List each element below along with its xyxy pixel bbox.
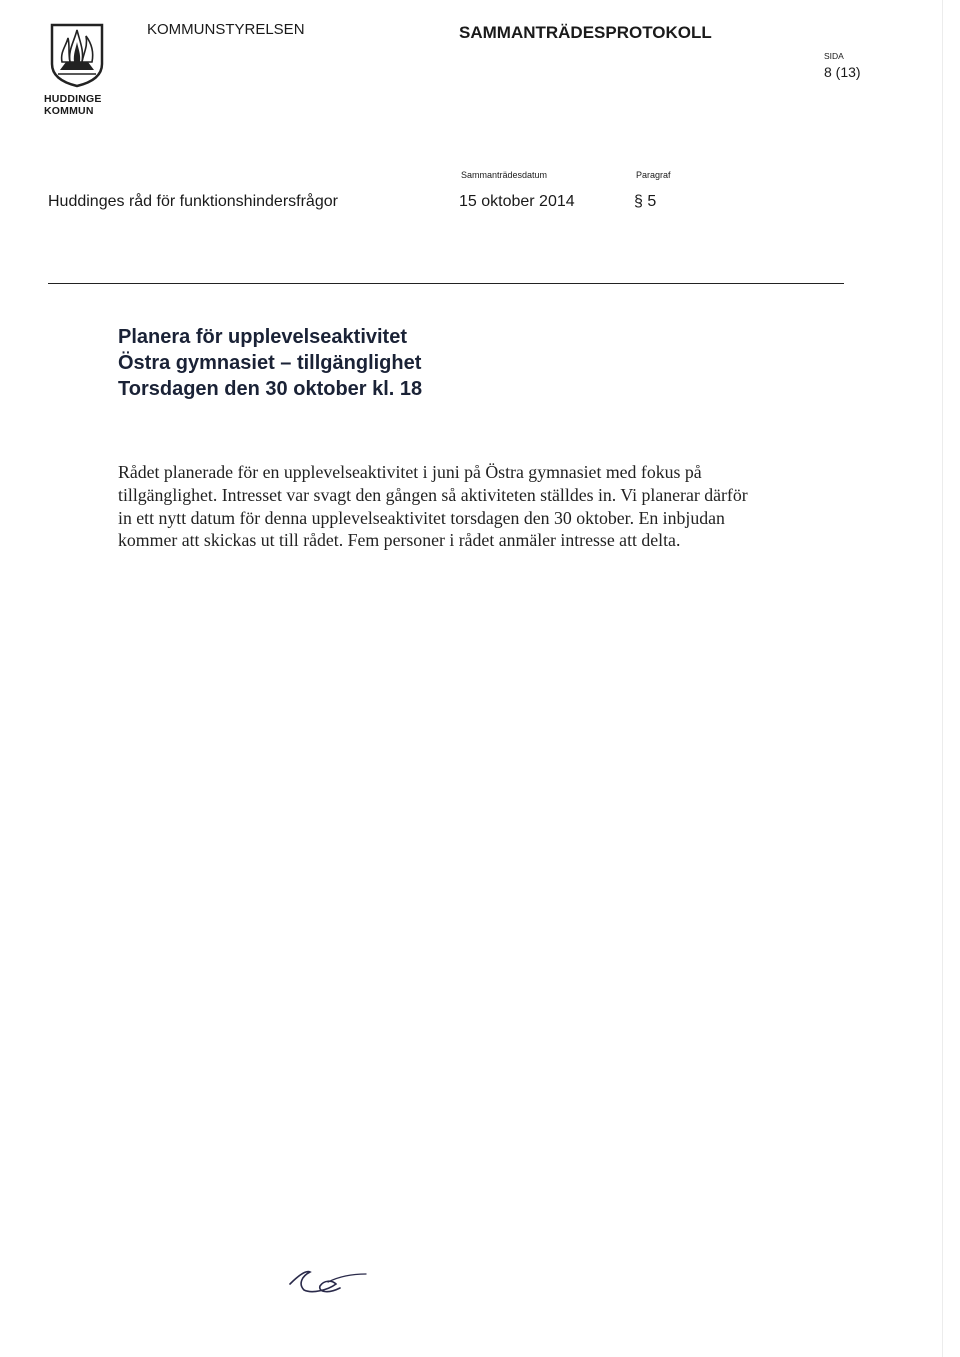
paragraph-label: Paragraf <box>636 170 671 180</box>
section-body <box>118 461 758 552</box>
section-title-line1: Planera för upplevelseaktivitet <box>118 326 408 348</box>
paragraph-number: § 5 <box>634 193 657 210</box>
page-label: SIDA <box>824 51 844 61</box>
section-title-line2: Östra gymnasiet – tillgänglighet <box>118 352 422 374</box>
huddinge-kommun-logo <box>48 22 106 88</box>
meeting-date-label: Sammanträdesdatum <box>461 170 548 180</box>
logo-text-line1: HUDDINGE <box>44 93 102 105</box>
document-type: SAMMANTRÄDESPROTOKOLL <box>459 23 712 42</box>
body-paragraph: Rådet planerade för en upplevelseaktivitet i juni på Östra gymnasiet med fokus på tillgänglighet. Intresset var svagt den gången så aktiviteten ställdes in. Vi planerar därför in ett nytt datum för denna upplevelseaktivitet torsdagen den 30 oktober. En inbjudan kommer att skickas ut till rådet. Fem personer i rådet anmäler intresse att delta. <box>118 462 748 551</box>
logo-text-line2: KOMMUN <box>44 105 94 117</box>
header-divider <box>48 283 844 284</box>
section-title-line3: Torsdagen den 30 oktober kl. 18 <box>118 378 423 400</box>
page-number: 8 (13) <box>824 64 861 80</box>
council-name: Huddinges råd för funktionshindersfrågor <box>48 193 338 210</box>
meeting-date: 15 oktober 2014 <box>459 193 575 210</box>
scan-edge <box>942 0 943 1357</box>
organization-name: KOMMUNSTYRELSEN <box>147 21 305 38</box>
signature-initials <box>288 1262 368 1296</box>
